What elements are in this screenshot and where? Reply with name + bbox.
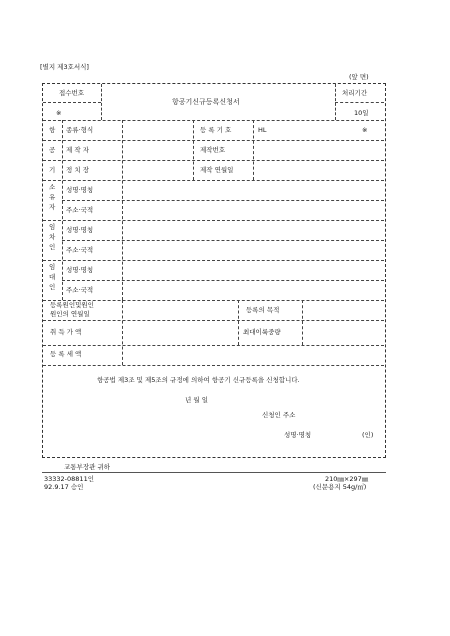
form-code: 33332-08811인 [44,475,94,483]
lessor-address-label: 주소·국적 [66,286,94,294]
acquisition-price-label: 취 득 가 액 [50,328,82,336]
owner-label-2: 유 [49,193,56,201]
lessee-label-3: 인 [49,243,56,251]
applicant-name-label: 성명·명칭 [284,431,312,439]
manufacture-date-label: 제작 연월일 [200,166,234,174]
owner-label-3: 자 [49,203,56,211]
approval-date: 92.9.17 승인 [44,483,84,491]
front-side-label: (앞 면) [349,73,369,81]
owner-name-label: 성명·명칭 [66,186,94,194]
registration-no-value: HL [258,126,267,134]
seal-label: (인) [362,431,374,439]
statement-text: 항공법 제3조 및 제5조의 규정에 의하여 항공기 신규등록을 신청합니다. [97,376,300,384]
lessee-label-1: 임 [49,223,56,231]
form-number: [별지 제3호서식] [40,63,89,71]
registration-mark: ※ [362,126,368,134]
addressee: 교통부장관 귀하 [64,463,111,471]
lessor-label-2: 대 [49,273,56,281]
receipt-no-label: 접수번호 [59,89,85,97]
lessee-address-label: 주소·국적 [66,246,94,254]
paper-type: (신문용지 54g/㎡) [313,483,367,491]
purpose-label: 등록의 목적 [246,306,280,314]
aircraft-section-label-1: 항 [49,126,56,134]
lessor-name-label: 성명·명칭 [66,266,94,274]
date-label: 년 월 일 [185,396,208,404]
registration-tax-label: 등 록 세 액 [50,350,82,358]
lessee-label-2: 차 [49,233,56,241]
aircraft-section-label-3: 기 [49,166,56,174]
form-title: 항공기신규등록신청서 [172,98,240,106]
processing-period-value: 10일 [354,109,369,117]
storage-place-label: 정 치 장 [66,166,89,174]
manufacturer-label: 제 작 자 [66,146,89,154]
cause-label-1: 등록원인및원인 [50,301,94,309]
owner-label-1: 소 [49,183,56,191]
receipt-mark: ※ [56,109,62,117]
registration-no-label: 등 록 기 호 [200,126,232,134]
max-takeoff-weight-label: 최대이륙중량 [243,328,281,336]
paper-size: 210㎜×297㎜ [325,475,369,483]
aircraft-section-label-2: 공 [49,146,56,154]
processing-period-label: 처리기간 [342,89,368,97]
applicant-address-label: 신청인 주소 [262,411,296,419]
lessee-name-label: 성명·명칭 [66,226,94,234]
type-model-label: 종류·형식 [66,126,94,134]
serial-no-label: 제작번호 [200,146,226,154]
cause-label-2: 원인의 연월일 [50,310,90,318]
lessor-label-1: 임 [49,263,56,271]
owner-address-label: 주소·국적 [66,206,94,214]
lessor-label-3: 인 [49,283,56,291]
